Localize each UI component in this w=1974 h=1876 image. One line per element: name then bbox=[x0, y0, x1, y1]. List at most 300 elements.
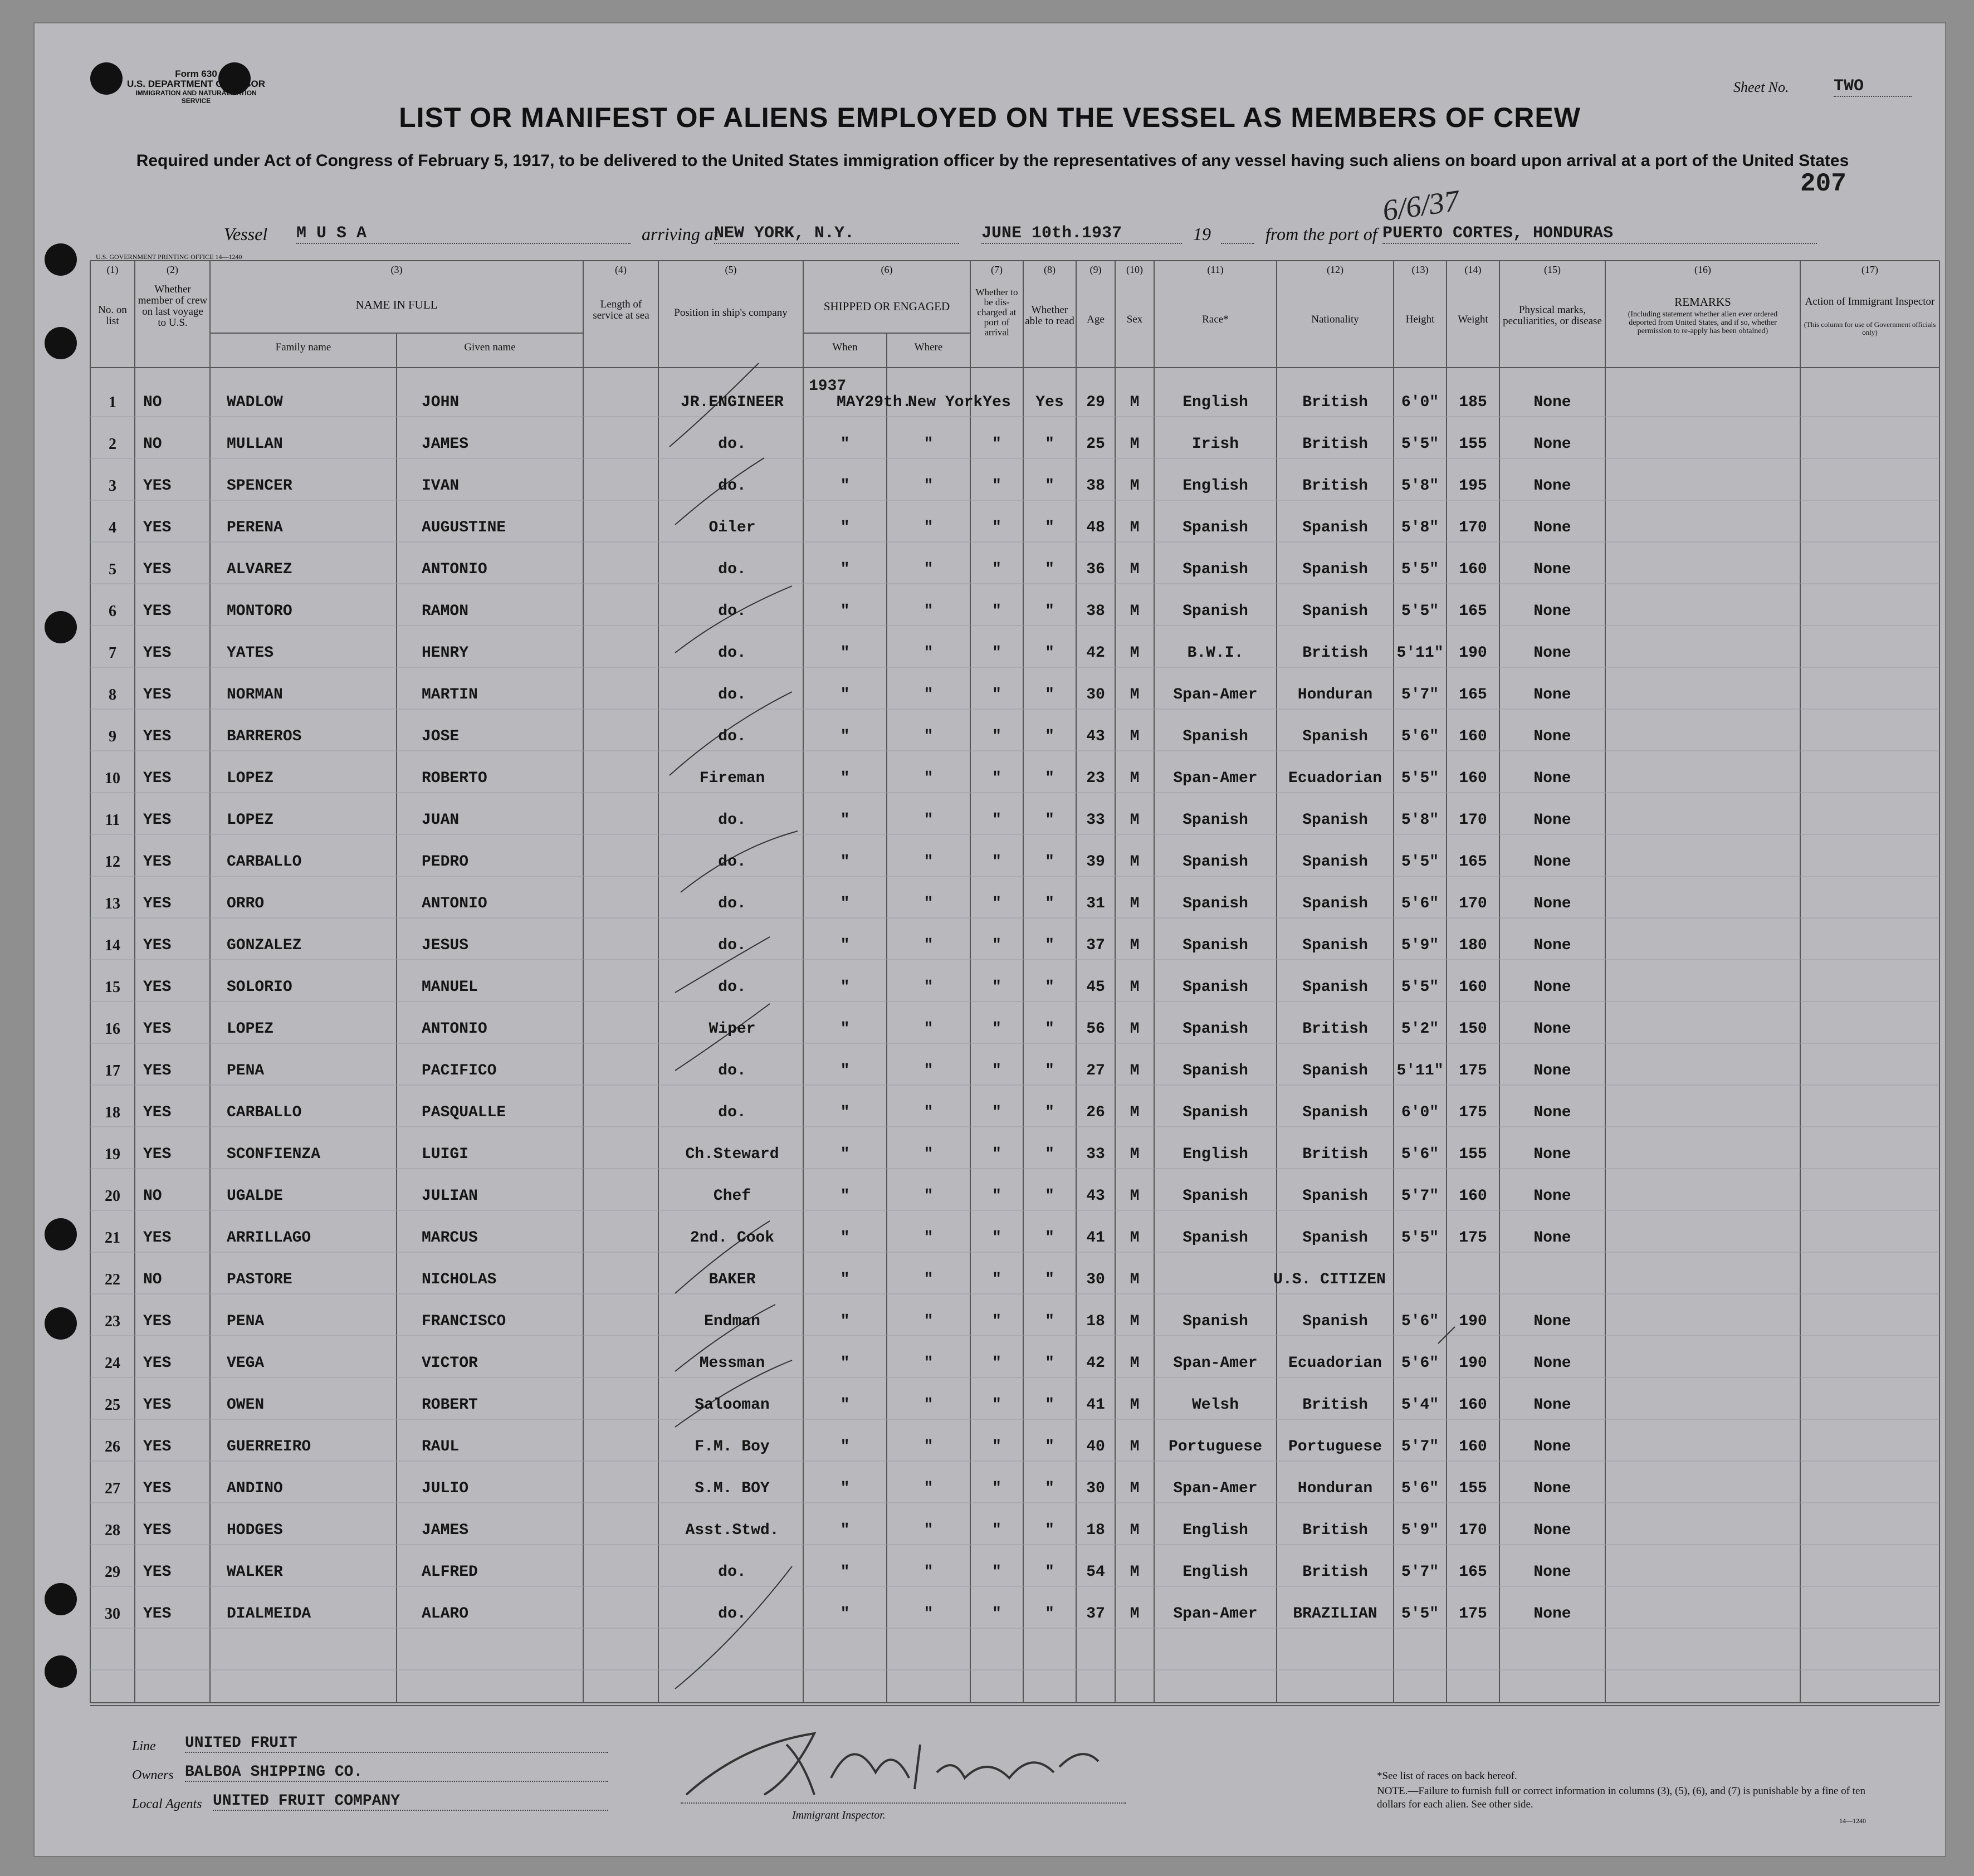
row-number: 4 bbox=[109, 519, 116, 536]
height: 5'5" bbox=[1401, 853, 1439, 871]
height: 5'7" bbox=[1401, 686, 1439, 704]
weight: 160 bbox=[1459, 770, 1487, 787]
given-name: LUIGI bbox=[422, 1146, 469, 1163]
age: 45 bbox=[1086, 979, 1105, 996]
able-to-read: " bbox=[1045, 561, 1054, 578]
nationality: British bbox=[1302, 1564, 1368, 1581]
race: Spanish bbox=[1183, 1229, 1248, 1247]
position: JR.ENGINEER bbox=[681, 394, 784, 411]
nationality: British bbox=[1302, 644, 1368, 662]
shipped-when: " bbox=[840, 1104, 850, 1121]
able-to-read: " bbox=[1045, 1313, 1054, 1330]
weight: 165 bbox=[1459, 686, 1487, 704]
given-name: ALFRED bbox=[422, 1564, 478, 1581]
nationality: Spanish bbox=[1302, 1313, 1368, 1330]
row-number: 29 bbox=[105, 1564, 120, 1581]
position: Salooman bbox=[695, 1396, 770, 1414]
sex: M bbox=[1130, 603, 1140, 620]
shipped-when: " bbox=[840, 477, 850, 495]
nationality: British bbox=[1302, 1020, 1368, 1038]
age: 25 bbox=[1086, 436, 1105, 453]
sex: M bbox=[1130, 1020, 1140, 1038]
shipped-when: " bbox=[840, 853, 850, 871]
shipped-when: " bbox=[840, 770, 850, 787]
shipped-where: " bbox=[924, 728, 934, 745]
to-be-discharged: " bbox=[992, 770, 1001, 787]
given-name: JESUS bbox=[422, 937, 469, 954]
member-last-voyage: YES bbox=[143, 519, 172, 536]
sex: M bbox=[1130, 770, 1140, 787]
header-weight: Weight bbox=[1458, 314, 1488, 325]
column-number: (12) bbox=[1327, 264, 1343, 275]
to-be-discharged: " bbox=[992, 1564, 1001, 1581]
shipped-where: " bbox=[924, 812, 934, 829]
sex: M bbox=[1130, 1522, 1140, 1539]
column-number: (3) bbox=[390, 264, 403, 275]
header-when: When bbox=[832, 341, 858, 353]
row-number: 17 bbox=[105, 1062, 120, 1079]
position: do. bbox=[718, 979, 746, 996]
able-to-read: " bbox=[1045, 895, 1054, 912]
row-number: 27 bbox=[105, 1480, 120, 1497]
weight: 170 bbox=[1459, 895, 1487, 912]
weight: 175 bbox=[1459, 1229, 1487, 1247]
age: 43 bbox=[1086, 1188, 1105, 1205]
to-be-discharged: " bbox=[992, 1271, 1001, 1288]
age: 41 bbox=[1086, 1229, 1105, 1247]
family-name: MULLAN bbox=[227, 436, 283, 453]
nationality: Spanish bbox=[1302, 603, 1368, 620]
position: do. bbox=[718, 436, 746, 453]
row-number: 23 bbox=[105, 1313, 120, 1330]
weight: 165 bbox=[1459, 603, 1487, 620]
physical-marks: None bbox=[1533, 1355, 1571, 1372]
position: do. bbox=[718, 477, 746, 495]
race: Spanish bbox=[1183, 1313, 1248, 1330]
given-name: ANTONIO bbox=[422, 561, 487, 578]
able-to-read: " bbox=[1045, 770, 1054, 787]
header-action: Action of Immigrant Inspector bbox=[1805, 296, 1935, 307]
nationality: Spanish bbox=[1302, 812, 1368, 829]
column-number: (7) bbox=[991, 264, 1003, 275]
member-last-voyage: YES bbox=[143, 1104, 172, 1121]
weight: 160 bbox=[1459, 561, 1487, 578]
weight: 175 bbox=[1459, 1062, 1487, 1079]
row-number: 2 bbox=[109, 436, 116, 453]
family-name: LOPEZ bbox=[227, 770, 274, 787]
sex: M bbox=[1130, 1480, 1140, 1497]
sex: M bbox=[1130, 1104, 1140, 1121]
shipped-where: " bbox=[924, 979, 934, 996]
height: 5'9" bbox=[1401, 1522, 1439, 1539]
position: do. bbox=[718, 1605, 746, 1623]
shipped-where: " bbox=[924, 1355, 934, 1372]
able-to-read: Yes bbox=[1035, 394, 1064, 411]
physical-marks: None bbox=[1533, 519, 1571, 536]
origin-port: PUERTO CORTES, HONDURAS bbox=[1382, 224, 1817, 244]
to-be-discharged: " bbox=[992, 853, 1001, 871]
row-number: 3 bbox=[109, 477, 116, 495]
header-sex: Sex bbox=[1126, 314, 1143, 325]
local-agents-label: Local Agents bbox=[132, 1797, 202, 1811]
able-to-read: " bbox=[1045, 1438, 1054, 1455]
department-name: U.S. DEPARTMENT OF LABOR bbox=[126, 79, 266, 89]
member-last-voyage: NO bbox=[143, 1271, 162, 1288]
position: 2nd. Cook bbox=[690, 1229, 775, 1247]
family-name: WADLOW bbox=[227, 394, 283, 411]
row-number: 18 bbox=[105, 1104, 120, 1121]
shipped-when: " bbox=[840, 1396, 850, 1414]
height: 5'6" bbox=[1401, 1480, 1439, 1497]
shipped-where: " bbox=[924, 1020, 934, 1038]
family-name: GONZALEZ bbox=[227, 937, 302, 954]
member-last-voyage: YES bbox=[143, 1396, 172, 1414]
shipped-where: " bbox=[924, 1438, 934, 1455]
age: 42 bbox=[1086, 1355, 1105, 1372]
handwritten-date: 6/6/37 bbox=[1380, 183, 1462, 228]
nationality: Spanish bbox=[1302, 728, 1368, 745]
race: Spanish bbox=[1183, 853, 1248, 871]
given-name: MANUEL bbox=[422, 979, 478, 996]
age: 33 bbox=[1086, 812, 1105, 829]
family-name: LOPEZ bbox=[227, 812, 274, 829]
position: S.M. BOY bbox=[695, 1480, 770, 1497]
age: 41 bbox=[1086, 1396, 1105, 1414]
race: U.S. CITIZEN bbox=[1273, 1271, 1386, 1288]
race: English bbox=[1183, 477, 1248, 495]
shipped-where: " bbox=[924, 1146, 934, 1163]
shipped-when: " bbox=[840, 644, 850, 662]
to-be-discharged: " bbox=[992, 728, 1001, 745]
inspector-label: Immigrant Inspector. bbox=[792, 1809, 886, 1821]
weight: 155 bbox=[1459, 436, 1487, 453]
shipped-when: " bbox=[840, 519, 850, 536]
able-to-read: " bbox=[1045, 436, 1054, 453]
shipped-when: " bbox=[840, 686, 850, 704]
position: Fireman bbox=[699, 770, 765, 787]
weight: 175 bbox=[1459, 1605, 1487, 1623]
header-physical-marks: Physical marks, peculiarities, or disease bbox=[1503, 304, 1602, 327]
age: 23 bbox=[1086, 770, 1105, 787]
height: 5'6" bbox=[1401, 728, 1439, 745]
age: 27 bbox=[1086, 1062, 1105, 1079]
column-number: (15) bbox=[1544, 264, 1561, 275]
height: 5'5" bbox=[1401, 979, 1439, 996]
physical-marks: None bbox=[1533, 770, 1571, 787]
row-number: 20 bbox=[105, 1188, 120, 1205]
age: 30 bbox=[1086, 1271, 1105, 1288]
year-note: 1937 bbox=[809, 378, 847, 395]
weight: 165 bbox=[1459, 1564, 1487, 1581]
family-name: CARBALLO bbox=[227, 1104, 302, 1121]
header-name-in-full: NAME IN FULL bbox=[355, 298, 438, 311]
height: 5'6" bbox=[1401, 1355, 1439, 1372]
position: do. bbox=[718, 853, 746, 871]
row-number: 22 bbox=[105, 1271, 120, 1288]
shipped-where: " bbox=[924, 1104, 934, 1121]
age: 42 bbox=[1086, 644, 1105, 662]
row-number: 19 bbox=[105, 1146, 120, 1163]
column-number: (4) bbox=[615, 264, 627, 275]
shipped-where: " bbox=[924, 1313, 934, 1330]
column-number: (17) bbox=[1861, 264, 1878, 275]
height: 5'7" bbox=[1401, 1438, 1439, 1455]
position: F.M. Boy bbox=[695, 1438, 770, 1455]
physical-marks: None bbox=[1533, 1522, 1571, 1539]
sex: M bbox=[1130, 1062, 1140, 1079]
able-to-read: " bbox=[1045, 812, 1054, 829]
position: do. bbox=[718, 895, 746, 912]
given-name: PACIFICO bbox=[422, 1062, 497, 1079]
row-number: 1 bbox=[109, 394, 116, 411]
header-remarks: REMARKS bbox=[1674, 295, 1731, 309]
to-be-discharged: " bbox=[992, 1355, 1001, 1372]
row-number: 28 bbox=[105, 1522, 120, 1539]
member-last-voyage: NO bbox=[143, 436, 162, 453]
position: BAKER bbox=[709, 1271, 756, 1288]
to-be-discharged: " bbox=[992, 937, 1001, 954]
race: Spanish bbox=[1183, 519, 1248, 536]
sex: M bbox=[1130, 1271, 1140, 1288]
sex: M bbox=[1130, 1438, 1140, 1455]
header-age: Age bbox=[1087, 314, 1105, 325]
age: 26 bbox=[1086, 1104, 1105, 1121]
shipped-when: " bbox=[840, 728, 850, 745]
weight: 160 bbox=[1459, 1396, 1487, 1414]
height: 5'11" bbox=[1396, 1062, 1444, 1079]
to-be-discharged: " bbox=[992, 1396, 1001, 1414]
shipped-where: " bbox=[924, 895, 934, 912]
member-last-voyage: YES bbox=[143, 644, 172, 662]
to-be-discharged: " bbox=[992, 477, 1001, 495]
shipped-where: " bbox=[924, 603, 934, 620]
race: Portuguese bbox=[1168, 1438, 1263, 1455]
member-last-voyage: YES bbox=[143, 1480, 172, 1497]
member-last-voyage: YES bbox=[143, 895, 172, 912]
family-name: PENA bbox=[227, 1313, 265, 1330]
able-to-read: " bbox=[1045, 1396, 1054, 1414]
nationality: Spanish bbox=[1302, 1104, 1368, 1121]
arrival-date: JUNE 10th.1937 bbox=[981, 224, 1182, 244]
to-be-discharged: " bbox=[992, 1438, 1001, 1455]
race: Span-Amer bbox=[1173, 1605, 1258, 1623]
height: 5'5" bbox=[1401, 561, 1439, 578]
header-position: Position in ship's company bbox=[674, 307, 788, 319]
position: Messman bbox=[699, 1355, 765, 1372]
given-name: RAMON bbox=[422, 603, 469, 620]
race: Spanish bbox=[1183, 1104, 1248, 1121]
row-number: 15 bbox=[105, 979, 120, 996]
given-name: JOHN bbox=[422, 394, 460, 411]
physical-marks: None bbox=[1533, 1313, 1571, 1330]
age: 18 bbox=[1086, 1313, 1105, 1330]
shipped-where: " bbox=[924, 1062, 934, 1079]
given-name: PEDRO bbox=[422, 853, 469, 871]
family-name: PASTORE bbox=[227, 1271, 292, 1288]
able-to-read: " bbox=[1045, 1229, 1054, 1247]
nationality: British bbox=[1302, 477, 1368, 495]
race: Irish bbox=[1191, 436, 1239, 453]
header-member-last-voyage: Whether member of crew on last voyage to U.S. bbox=[138, 284, 208, 329]
shipped-when: " bbox=[840, 979, 850, 996]
to-be-discharged: " bbox=[992, 436, 1001, 453]
physical-marks: None bbox=[1533, 979, 1571, 996]
physical-marks: None bbox=[1533, 1605, 1571, 1623]
shipped-where: " bbox=[924, 1229, 934, 1247]
service-name: IMMIGRATION AND NATURALIZATION SERVICE bbox=[135, 89, 257, 105]
given-name: IVAN bbox=[422, 477, 460, 495]
family-name: GUERREIRO bbox=[227, 1438, 311, 1455]
given-name: AUGUSTINE bbox=[422, 519, 506, 536]
shipped-where: " bbox=[924, 1522, 934, 1539]
header-discharged: Whether to be dis-charged at port of arrival bbox=[975, 287, 1018, 338]
able-to-read: " bbox=[1045, 1605, 1054, 1623]
given-name: JULIO bbox=[422, 1480, 469, 1497]
race: Span-Amer bbox=[1173, 770, 1258, 787]
penalty-note: NOTE.—Failure to furnish full or correct information in columns (3), (5), (6), and (7) is punishable by a fine of ten dollars for each alien. See other side. bbox=[1377, 1785, 1865, 1810]
height: 5'11" bbox=[1396, 644, 1444, 662]
weight: 170 bbox=[1459, 812, 1487, 829]
row-number: 9 bbox=[109, 728, 116, 745]
race: Spanish bbox=[1183, 937, 1248, 954]
member-last-voyage: YES bbox=[143, 728, 172, 745]
nationality: British bbox=[1302, 1146, 1368, 1163]
sex: M bbox=[1130, 477, 1140, 495]
physical-marks: None bbox=[1533, 1020, 1571, 1038]
height: 5'7" bbox=[1401, 1564, 1439, 1581]
given-name: JAMES bbox=[422, 1522, 469, 1539]
physical-marks: None bbox=[1533, 937, 1571, 954]
nationality: Spanish bbox=[1302, 979, 1368, 996]
physical-marks: None bbox=[1533, 853, 1571, 871]
weight: 160 bbox=[1459, 1188, 1487, 1205]
given-name: ANTONIO bbox=[422, 1020, 487, 1038]
vessel-name: M U S A bbox=[296, 224, 631, 244]
family-name: CARBALLO bbox=[227, 853, 302, 871]
family-name: YATES bbox=[227, 644, 274, 662]
height: 6'0" bbox=[1401, 1104, 1439, 1121]
header-nationality: Nationality bbox=[1311, 314, 1359, 325]
age: 40 bbox=[1086, 1438, 1105, 1455]
weight: 180 bbox=[1459, 937, 1487, 954]
line-label: Line bbox=[132, 1739, 156, 1753]
physical-marks: None bbox=[1533, 436, 1571, 453]
race: English bbox=[1183, 1146, 1248, 1163]
age: 31 bbox=[1086, 895, 1105, 912]
able-to-read: " bbox=[1045, 979, 1054, 996]
weight: 165 bbox=[1459, 853, 1487, 871]
row-number: 25 bbox=[105, 1396, 120, 1414]
owners-label: Owners bbox=[132, 1768, 174, 1782]
shipped-where: " bbox=[924, 686, 934, 704]
races-note: *See list of races on back hereof. bbox=[1377, 1770, 1517, 1782]
header-remarks-note: (Including statement whether alien ever ordered deported from United States, and if so, whether permission to re-apply has been obtained) bbox=[1628, 310, 1778, 335]
shipped-when: " bbox=[840, 1564, 850, 1581]
shipped-where: " bbox=[924, 1605, 934, 1623]
row-number: 26 bbox=[105, 1438, 120, 1455]
height: 5'5" bbox=[1401, 1229, 1439, 1247]
given-name: JAMES bbox=[422, 436, 469, 453]
age: 37 bbox=[1086, 937, 1105, 954]
sex: M bbox=[1130, 1188, 1140, 1205]
shipped-when: MAY29th. bbox=[837, 394, 912, 411]
row-number: 11 bbox=[105, 812, 120, 829]
family-name: ARRILLAGO bbox=[227, 1229, 311, 1247]
height: 5'5" bbox=[1401, 436, 1439, 453]
nationality: Spanish bbox=[1302, 937, 1368, 954]
able-to-read: " bbox=[1045, 1062, 1054, 1079]
sex: M bbox=[1130, 895, 1140, 912]
race: English bbox=[1183, 1522, 1248, 1539]
age: 30 bbox=[1086, 686, 1105, 704]
family-name: WALKER bbox=[227, 1564, 283, 1581]
race: Spanish bbox=[1183, 979, 1248, 996]
shipped-when: " bbox=[840, 1020, 850, 1038]
height: 5'2" bbox=[1401, 1020, 1439, 1038]
member-last-voyage: YES bbox=[143, 979, 172, 996]
position: do. bbox=[718, 1062, 746, 1079]
position: Ch.Steward bbox=[685, 1146, 779, 1163]
sex: M bbox=[1130, 853, 1140, 871]
sex: M bbox=[1130, 686, 1140, 704]
member-last-voyage: YES bbox=[143, 1313, 172, 1330]
race: Spanish bbox=[1183, 603, 1248, 620]
signature-line bbox=[681, 1802, 1126, 1804]
nationality: BRAZILIAN bbox=[1293, 1605, 1377, 1623]
shipped-where: " bbox=[924, 436, 934, 453]
shipped-where: " bbox=[924, 770, 934, 787]
sex: M bbox=[1130, 1313, 1140, 1330]
to-be-discharged: " bbox=[992, 1522, 1001, 1539]
local-agents-value: UNITED FRUIT COMPANY bbox=[213, 1792, 608, 1811]
weight: 160 bbox=[1459, 728, 1487, 745]
to-be-discharged: " bbox=[992, 1188, 1001, 1205]
nationality: Spanish bbox=[1302, 1188, 1368, 1205]
shipped-when: " bbox=[840, 1188, 850, 1205]
physical-marks: None bbox=[1533, 1146, 1571, 1163]
column-number: (9) bbox=[1089, 264, 1102, 275]
sex: M bbox=[1130, 1229, 1140, 1247]
row-number: 12 bbox=[105, 853, 120, 871]
nationality: Honduran bbox=[1297, 1480, 1373, 1497]
given-name: FRANCISCO bbox=[422, 1313, 506, 1330]
to-be-discharged: " bbox=[992, 1020, 1001, 1038]
age: 18 bbox=[1086, 1522, 1105, 1539]
row-number: 8 bbox=[109, 686, 116, 704]
shipped-when: " bbox=[840, 1062, 850, 1079]
given-name: ROBERT bbox=[422, 1396, 478, 1414]
to-be-discharged: Yes bbox=[983, 394, 1011, 411]
sex: M bbox=[1130, 436, 1140, 453]
position: do. bbox=[718, 644, 746, 662]
member-last-voyage: YES bbox=[143, 477, 172, 495]
able-to-read: " bbox=[1045, 1522, 1054, 1539]
sex: M bbox=[1130, 728, 1140, 745]
nationality: Portuguese bbox=[1288, 1438, 1382, 1455]
race: B.W.I. bbox=[1187, 644, 1244, 662]
given-name: HENRY bbox=[422, 644, 469, 662]
family-name: OWEN bbox=[227, 1396, 265, 1414]
sex: M bbox=[1130, 1146, 1140, 1163]
nationality: Spanish bbox=[1302, 1229, 1368, 1247]
height: 5'5" bbox=[1401, 1605, 1439, 1623]
physical-marks: None bbox=[1533, 1438, 1571, 1455]
member-last-voyage: YES bbox=[143, 1062, 172, 1079]
row-number: 7 bbox=[109, 644, 116, 662]
shipped-when: " bbox=[840, 1313, 850, 1330]
weight: 160 bbox=[1459, 979, 1487, 996]
family-name: SCONFIENZA bbox=[227, 1146, 321, 1163]
